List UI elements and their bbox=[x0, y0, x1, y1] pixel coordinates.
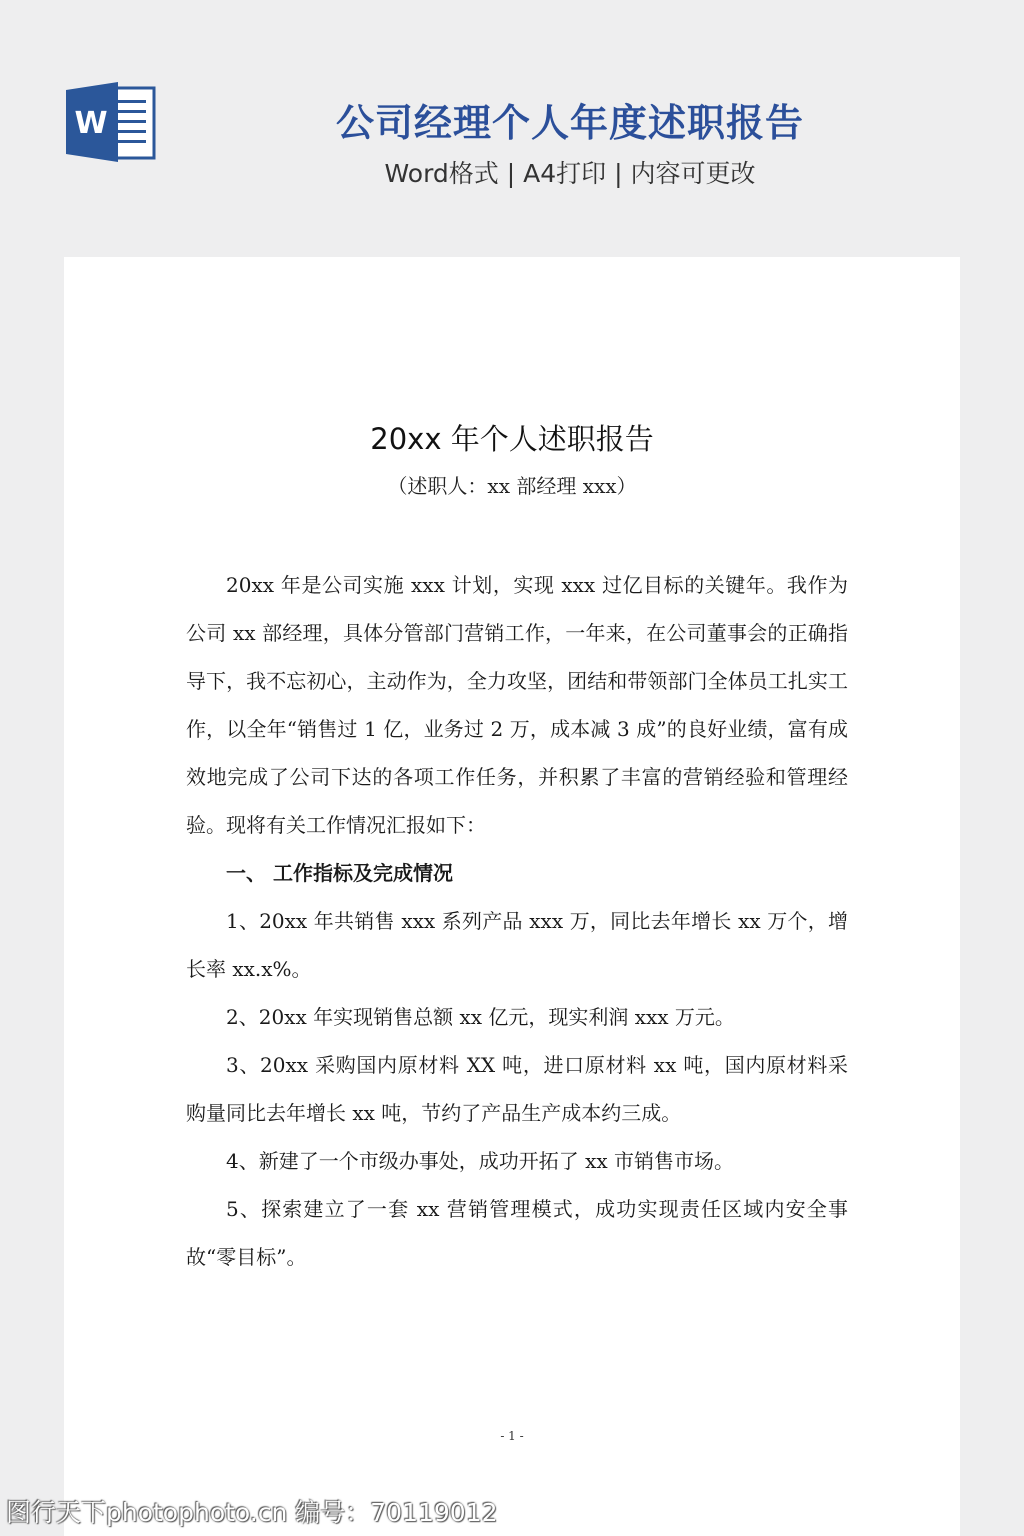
section-heading: 一、 工作指标及完成情况 bbox=[226, 861, 453, 885]
intro-paragraph: 20xx 年是公司实施 xxx 计划，实现 xxx 过亿目标的关键年。我作为公司 xx 部经理，具体分管部门营销工作，一年来，在公司董事会的正确指导下，我不忘初心，主动作为，全力攻坚，团结和带领部门全体员工扎实工作，以全年“销售过 1 亿，业务过 2 万，成本减 3 成”的良好业绩，富有成效地完成了公司下达的各项工作任务，并积累了丰富的营销经验和管理经验。现将有关工作情况汇报如下： bbox=[186, 573, 848, 837]
watermark: 图行天下photophoto.cn 编号：70119012 bbox=[6, 1498, 498, 1527]
list-item: 3、20xx 采购国内原材料 XX 吨，进口原材料 xx 吨，国内原材料采购量同比去年增长 xx 吨，节约了产品生产成本约三成。 bbox=[186, 1053, 848, 1125]
document-body bbox=[186, 561, 848, 1281]
page-number: - 1 - bbox=[500, 1429, 524, 1443]
document-title: 20xx 年个人述职报告 bbox=[370, 422, 654, 456]
header bbox=[0, 0, 1024, 256]
document-author: （述职人：xx 部经理 xxx） bbox=[387, 474, 637, 498]
list-item: 2、20xx 年实现销售总额 xx 亿元，现实利润 xxx 万元。 bbox=[226, 1005, 735, 1029]
list-item: 4、新建了一个市级办事处，成功开拓了 xx 市销售市场。 bbox=[226, 1149, 734, 1173]
page-subtitle: Word格式 | A4打印 | 内容可更改 bbox=[384, 159, 756, 188]
page-title: 公司经理个人年度述职报告 bbox=[335, 101, 804, 145]
list-item: 5、探索建立了一套 xx 营销管理模式，成功实现责任区域内安全事故“零目标”。 bbox=[186, 1197, 848, 1269]
word-icon-letter: W bbox=[74, 106, 108, 141]
document-page bbox=[64, 257, 960, 1536]
word-icon bbox=[64, 80, 156, 164]
list-item: 1、20xx 年共销售 xxx 系列产品 xxx 万，同比去年增长 xx 万个，增长率 xx.x%。 bbox=[186, 909, 848, 981]
